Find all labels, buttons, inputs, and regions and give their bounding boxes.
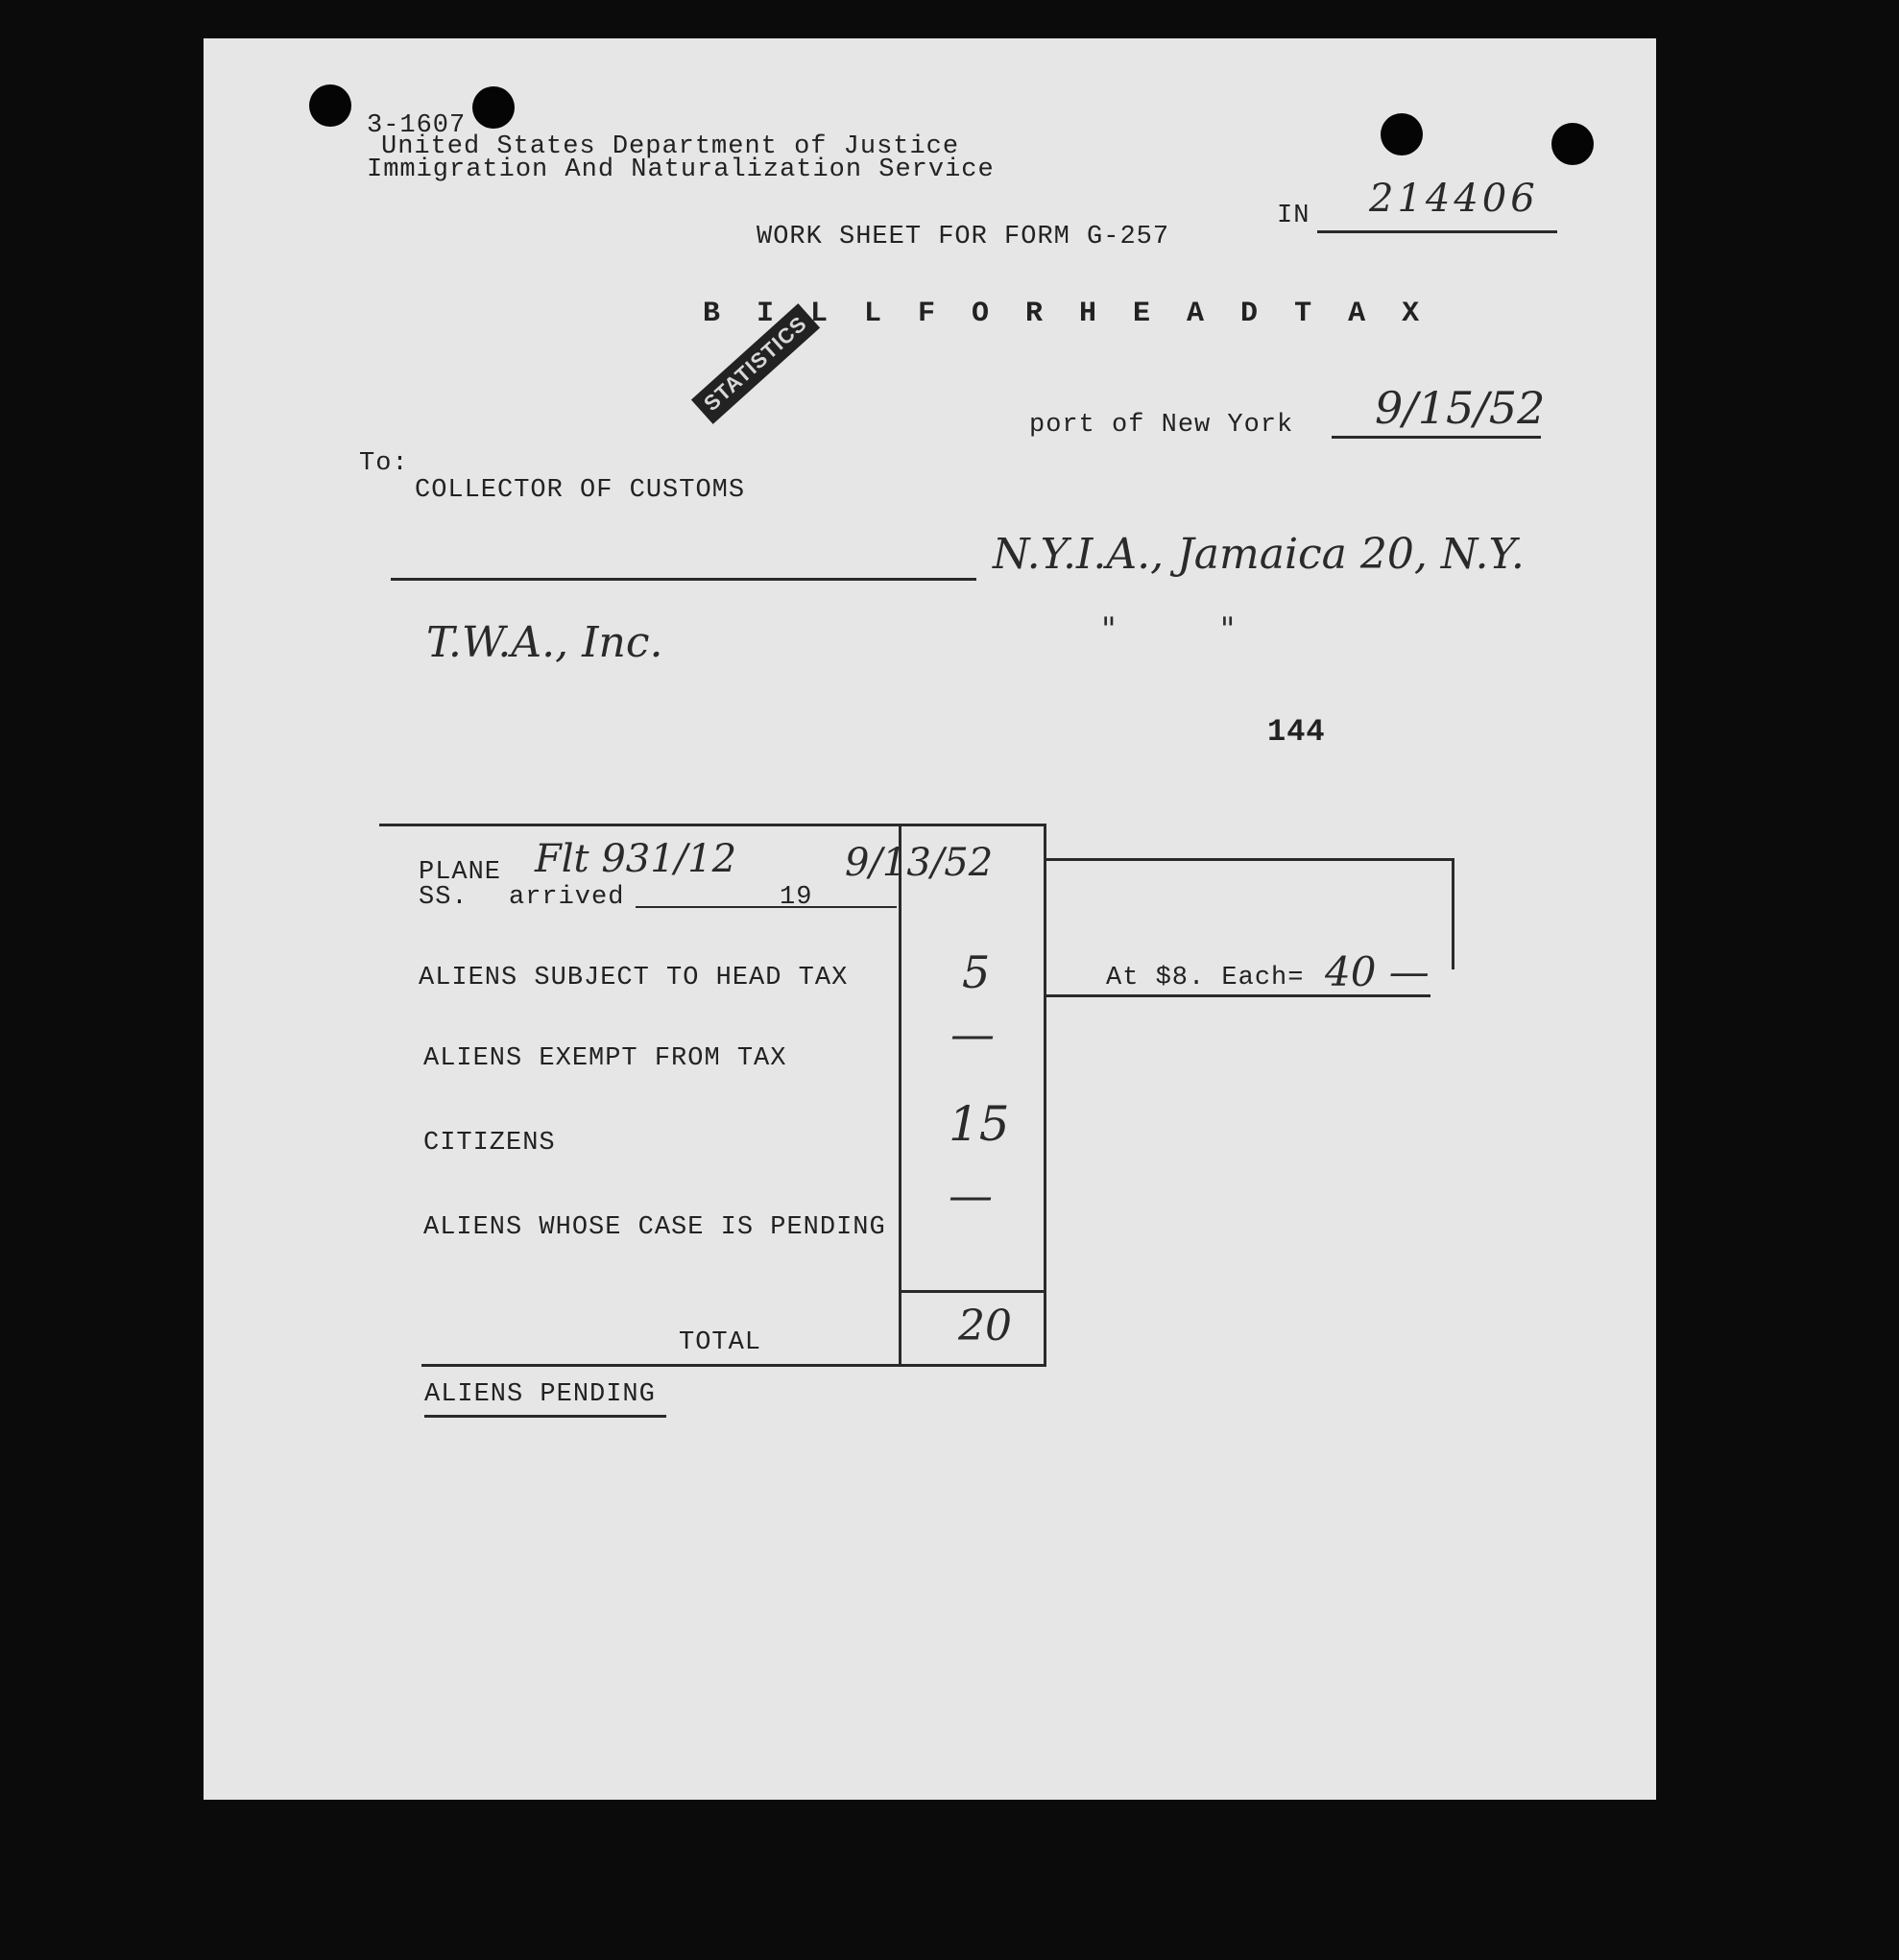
punch-hole <box>309 84 351 127</box>
row-label-subject-to-tax: ALIENS SUBJECT TO HEAD TAX <box>419 964 849 992</box>
table-top-rule <box>379 824 1046 826</box>
row-label-citizens: CITIZENS <box>423 1129 556 1158</box>
row-value-subject-to-tax: 5 <box>962 946 991 998</box>
rate-box-right <box>1452 858 1454 969</box>
recipient-underline <box>391 578 976 581</box>
row-label-pending-cases: ALIENS WHOSE CASE IS PENDING <box>423 1213 886 1242</box>
port-label: port of New York <box>1029 411 1294 440</box>
punch-hole <box>472 86 515 129</box>
ditto-marks: " " <box>1101 610 1236 649</box>
table-right-column-rule <box>1044 824 1046 1366</box>
year-prefix: 19 <box>780 883 813 912</box>
aliens-pending-underline <box>424 1415 666 1418</box>
arrived-label: arrived <box>509 883 625 912</box>
bill-title: B I L L F O R H E A D T A X <box>703 298 1430 330</box>
rate-box-top <box>1046 858 1454 861</box>
row-value-pending-cases: — <box>949 1169 993 1221</box>
table-bottom-rule <box>421 1364 1046 1367</box>
airport-location: N.Y.I.A., Jamaica 20, N.Y. <box>993 530 1525 579</box>
in-number-underline <box>1317 230 1557 233</box>
row-value-exempt: — <box>950 1008 995 1060</box>
plane-label: PLANE <box>419 858 502 887</box>
rate-value: 40 — <box>1325 948 1430 995</box>
arrived-underline <box>636 906 897 908</box>
aliens-pending-label: ALIENS PENDING <box>424 1380 656 1409</box>
punch-hole <box>1551 123 1594 165</box>
in-number: 214406 <box>1369 177 1539 221</box>
row-value-citizens: 15 <box>949 1096 1010 1152</box>
recipient-name: COLLECTOR OF CUSTOMS <box>415 476 746 505</box>
row-label-exempt: ALIENS EXEMPT FROM TAX <box>423 1044 787 1073</box>
total-label: TOTAL <box>679 1328 762 1357</box>
to-label: To: <box>359 449 409 478</box>
punch-hole <box>1381 113 1423 155</box>
total-value: 20 <box>958 1302 1012 1350</box>
port-date: 9/15/52 <box>1375 382 1546 434</box>
plane-value: Flt 931/12 <box>535 837 737 881</box>
rate-label: At $8. Each= <box>1106 964 1305 992</box>
document-page <box>204 38 1656 1800</box>
total-separator-rule <box>901 1290 1046 1293</box>
service-name: Immigration And Naturalization Service <box>367 155 995 184</box>
department-name: United States Department of Justice <box>381 132 960 161</box>
arrival-date: 9/13/52 <box>845 841 994 885</box>
carrier-name: T.W.A., Inc. <box>426 618 663 667</box>
ss-label: SS. <box>419 883 469 912</box>
form-title: WORK SHEET FOR FORM G-257 <box>757 223 1170 251</box>
table-left-column-rule <box>899 824 901 1366</box>
statistics-stamp: STATISTICS <box>691 303 820 424</box>
file-number: 3-1607 <box>367 111 467 140</box>
port-date-underline <box>1332 436 1541 439</box>
in-label: IN <box>1277 202 1310 230</box>
number-144: 144 <box>1267 714 1326 750</box>
